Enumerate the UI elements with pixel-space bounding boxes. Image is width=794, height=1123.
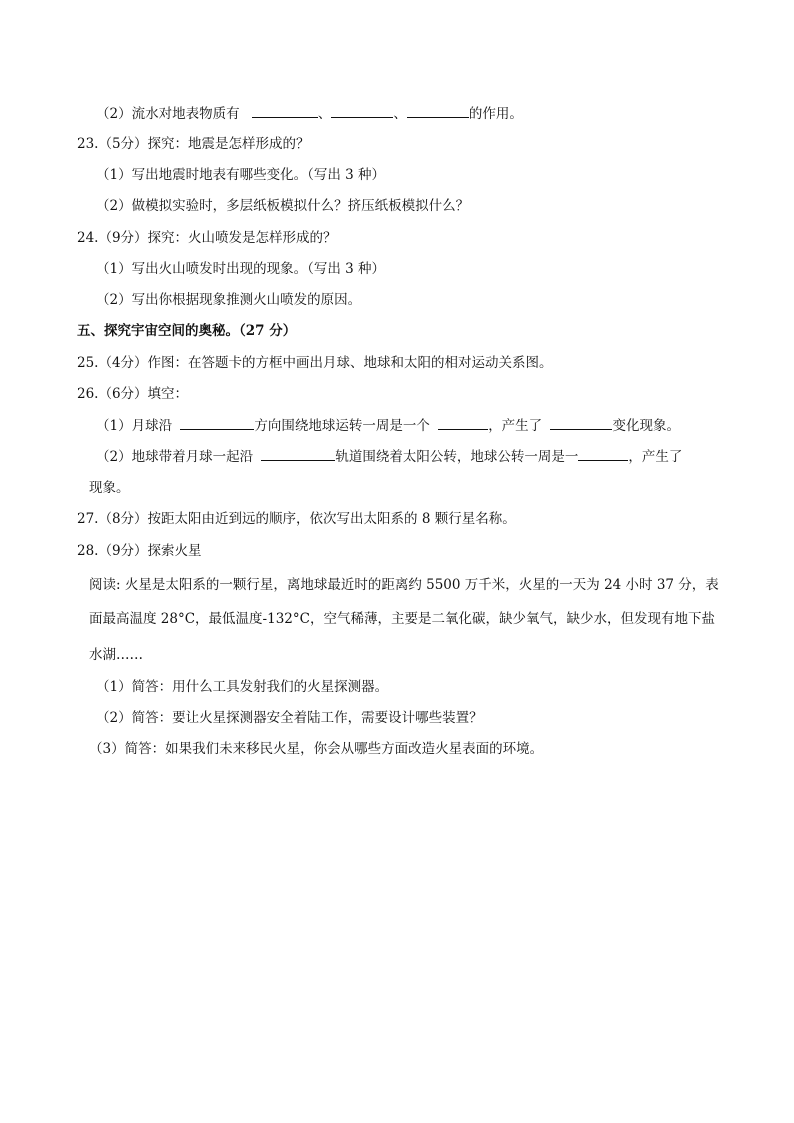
question-text: 方向围绕地球运转一周是一个 [254,418,430,434]
question-25: 25.（4分）作图：在答题卡的方框中画出月球、地球和太阳的相对运动关系图。 [77,355,553,371]
question-26-2 [96,446,682,467]
question-26-2-continued: 现象。 [89,480,130,496]
answer-blank[interactable] [261,446,335,461]
question-text: （1）月球沿 [96,418,173,434]
question-28-1: （1）简答：用什么工具发射我们的火星探测器。 [96,679,389,695]
question-text: 的作用。 [468,106,523,122]
question-24: 24.（9分）探究：火山喷发是怎样形成的？ [77,230,337,246]
question-28-2: （2）简答：要让火星探测器安全着陆工作，需要设计哪些装置？ [96,710,483,726]
question-28: 28.（9分）探索火星 [77,543,202,559]
answer-blank[interactable] [438,415,488,430]
question-24-1: （1）写出火山喷发时出现的现象。（写出 3 种） [96,261,386,277]
reading-line-1: 阅读: 火星是太阳系的一颗行星，离地球最近时的距离约 5500 万千米，火星的一天为 24 小时 37 分，表 [89,577,719,593]
section-5-heading: 五、探究宇宙空间的奥秘。（27 分） [77,323,297,339]
separator: 、 [393,106,407,122]
question-22-2 [96,103,523,124]
answer-blank[interactable] [550,415,612,430]
question-27: 27.（8分）按距太阳由近到远的顺序，依次写出太阳系的 8 颗行星名称。 [77,511,516,527]
question-text: ，产生了 [488,418,543,434]
question-text: （2）流水对地表物质有 [96,106,240,122]
answer-blank[interactable] [578,446,628,461]
reading-line-3: 水湖…… [89,647,143,663]
question-23-1: （1）写出地震时地表有哪些变化。（写出 3 种） [96,167,386,183]
question-26-1 [96,415,680,436]
answer-blank[interactable] [331,103,393,118]
question-text: 轨道围绕着太阳公转，地球公转一周是一 [335,449,579,465]
answer-blank[interactable] [180,415,254,430]
question-text: ，产生了 [628,449,683,465]
question-28-3: （3）简答：如果我们未来移民火星，你会从哪些方面改造火星表面的环境。 [89,741,544,757]
answer-blank[interactable] [407,103,469,118]
question-26: 26.（6分）填空： [77,386,189,402]
answer-blank[interactable] [252,103,318,118]
question-text: （2）地球带着月球一起沿 [96,449,254,465]
question-23: 23.（5分）探究：地震是怎样形成的？ [77,136,310,152]
question-24-2: （2）写出你根据现象推测火山喷发的原因。 [96,292,362,308]
reading-line-2: 面最高温度 28°C，最低温度-132°C，空气稀薄，主要是二氧化碳，缺少氧气，缺少水，但发现有地下盐 [89,611,715,627]
question-23-2: （2）做模拟实验时，多层纸板模拟什么？挤压纸板模拟什么？ [96,198,470,214]
question-text: 变化现象。 [612,418,680,434]
separator: 、 [317,106,332,122]
